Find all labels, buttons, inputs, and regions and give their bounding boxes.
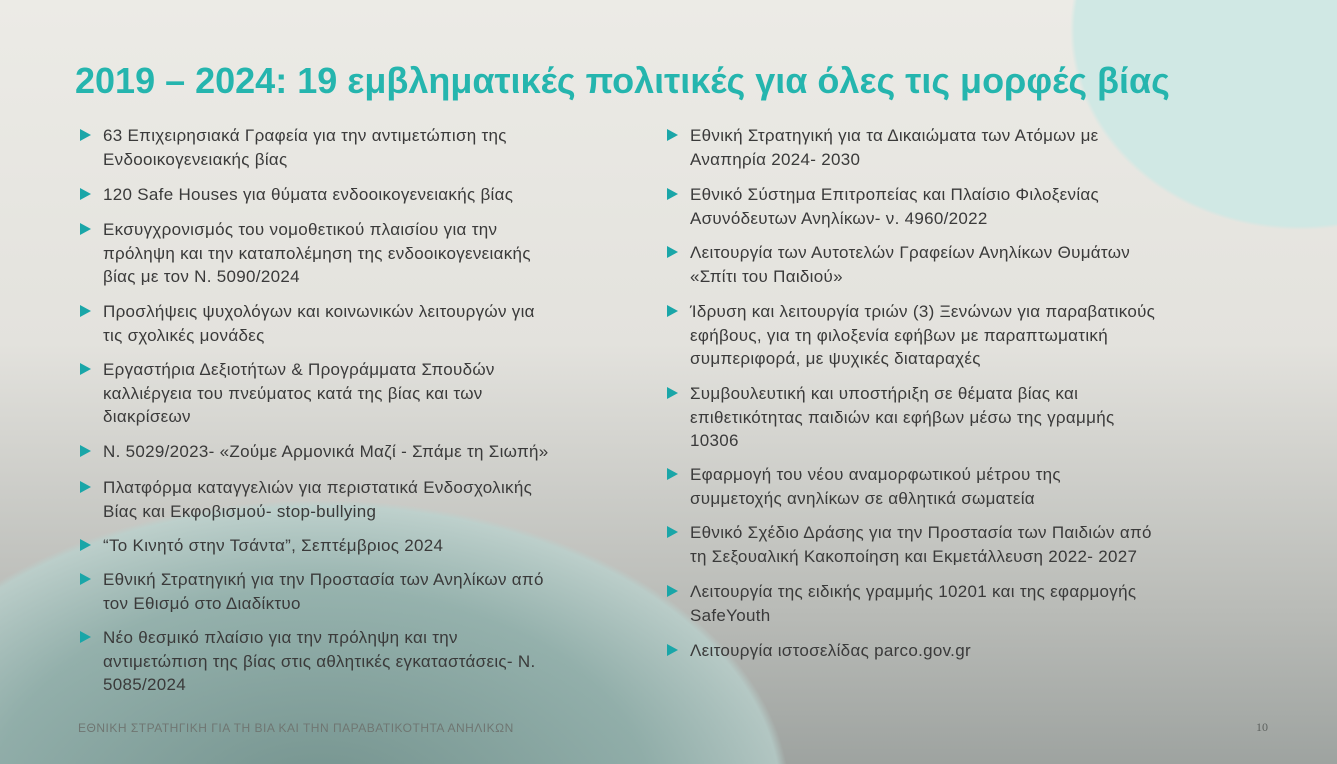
bullet-item-text: Εθνικό Σύστημα Επιτροπείας και Πλαίσιο Φιλοξενίας — [690, 185, 1100, 204]
slide-footer: ΕΘΝΙΚΗ ΣΤΡΑΤΗΓΙΚΗ ΓΙΑ ΤΗ ΒΙΑ ΚΑΙ ΤΗΝ ΠΑΡΑΒΑΤΙΚΟΤΗΤΑ ΑΝΗΛΙΚΩΝ — [78, 721, 514, 735]
bullet-item — [103, 358, 663, 429]
bullet-item — [103, 183, 663, 207]
slide-title: 2019 – 2024: 19 εμβληματικές πολιτικές για όλες τις μορφές βίας — [75, 60, 1170, 101]
triangle-bullet-icon — [80, 363, 91, 375]
bullet-item-text: 120 Safe Houses για θύματα ενδοοικογενειακής βίας — [103, 185, 514, 204]
bullet-item-text: βίας με τον Ν. 5090/2024 — [103, 267, 300, 286]
bullet-item — [690, 580, 1250, 627]
triangle-bullet-icon — [667, 387, 678, 399]
bullet-item — [690, 382, 1250, 453]
bullet-item-text: καλλιέργεια του πνεύματος κατά της βίας και των — [103, 383, 483, 403]
bullet-item-text: Εργαστήρια Δεξιοτήτων & Προγράμματα Σπουδών — [103, 360, 495, 379]
bullet-item-text: Εθνική Στρατηγική για τα Δικαιώματα των Ατόμων με — [690, 126, 1099, 145]
triangle-bullet-icon — [80, 445, 91, 457]
bullet-item-text: Πλατφόρμα καταγγελιών για περιστατικά Ενδοσχολικής — [103, 478, 533, 497]
bullet-item-text: συμπεριφορά, με ψυχικές διαταραχές — [690, 349, 981, 368]
bullet-item-text: Εθνικό Σχέδιο Δράσης για την Προστασία των Παιδιών από — [690, 523, 1152, 542]
triangle-bullet-icon — [667, 526, 678, 538]
bullet-item-text: Εκσυγχρονισμός του νομοθετικού πλαισίου για την — [103, 220, 498, 239]
bullet-item-text: SafeYouth — [690, 605, 771, 625]
bullet-item — [103, 218, 663, 289]
triangle-bullet-icon — [80, 305, 91, 317]
bullet-item — [690, 124, 1250, 171]
bullet-item — [103, 626, 663, 697]
bullet-item-text: «Σπίτι του Παιδιού» — [690, 266, 843, 286]
bullet-item — [103, 534, 663, 558]
bullet-item — [690, 241, 1250, 288]
bullet-item-text: 5085/2024 — [103, 675, 187, 694]
triangle-bullet-icon — [667, 246, 678, 258]
bullet-item — [103, 476, 663, 523]
bullet-item-text: Προσλήψεις ψυχολόγων και κοινωνικών λειτουργών για — [103, 302, 535, 321]
bullet-item-text: Εφαρμογή του νέου αναμορφωτικού μέτρου της — [690, 465, 1061, 484]
bullet-item-text: Ασυνόδευτων Ανηλίκων- ν. 4960/2022 — [690, 208, 988, 228]
bullet-item-text: 10306 — [690, 431, 739, 450]
triangle-bullet-icon — [80, 539, 91, 551]
triangle-bullet-icon — [80, 188, 91, 200]
triangle-bullet-icon — [667, 644, 678, 656]
bullet-item-text: Συμβουλευτική και υποστήριξη σε θέματα βίας και — [690, 384, 1079, 403]
triangle-bullet-icon — [80, 129, 91, 141]
triangle-bullet-icon — [667, 129, 678, 141]
triangle-bullet-icon — [80, 573, 91, 585]
page-number: 10 — [1256, 720, 1268, 734]
bullet-item-text: Ενδοοικογενειακής βίας — [103, 149, 288, 169]
bullet-item — [690, 183, 1250, 230]
triangle-bullet-icon — [667, 585, 678, 597]
bullet-item-text: τη Σεξουαλική Κακοποίηση και Εκμετάλλευση 2022- 2027 — [690, 546, 1138, 566]
triangle-bullet-icon — [667, 468, 678, 480]
bullet-item-text: “Το Κινητό στην Τσάντα”, Σεπτέμβριος 2024 — [103, 536, 444, 555]
bullet-item-text: Ν. 5029/2023- «Ζούμε Αρμονικά Μαζί - Σπάμε τη Σιωπή» — [103, 442, 549, 461]
triangle-bullet-icon — [667, 188, 678, 200]
bullet-item-text: διακρίσεων — [103, 407, 191, 426]
bullet-item-text: τον Εθισμό στο Διαδίκτυο — [103, 593, 301, 613]
bullet-item-text: Λειτουργία της ειδικής γραμμής 10201 και της εφαρμογής — [690, 582, 1137, 601]
bullet-item-text: Ίδρυση και λειτουργία τριών (3) Ξενώνων για παραβατικούς — [690, 302, 1156, 321]
bullet-item — [103, 124, 663, 171]
bullet-item-text: Νέο θεσμικό πλαίσιο για την πρόληψη και την — [103, 628, 458, 647]
triangle-bullet-icon — [80, 631, 91, 643]
bullet-item-text: τις σχολικές μονάδες — [103, 325, 265, 345]
bullet-item-text: συμμετοχής ανηλίκων σε αθλητικά σωματεία — [690, 488, 1035, 508]
bullet-item — [103, 300, 663, 347]
bullet-item — [690, 463, 1250, 510]
bullet-item-text: εφήβους, για τη φιλοξενία εφήβων με παραπτωματική — [690, 325, 1108, 345]
bullet-item — [103, 440, 663, 464]
triangle-bullet-icon — [80, 223, 91, 235]
bullet-item-text: Αναπηρία 2024- 2030 — [690, 149, 861, 169]
bullet-item-text: Λειτουργία ιστοσελίδας parco.gov.gr — [690, 641, 971, 660]
bullet-item-text: Εθνική Στρατηγική για την Προστασία των Ανηλίκων από — [103, 570, 544, 589]
bullet-item-text: αντιμετώπιση της βίας στις αθλητικές εγκαταστάσεις- Ν. — [103, 651, 536, 671]
triangle-bullet-icon — [667, 305, 678, 317]
bullet-item — [103, 568, 663, 615]
bullet-item-text: 63 Επιχειρησιακά Γραφεία για την αντιμετώπιση της — [103, 126, 507, 145]
bullet-item-text: Βίας και Εκφοβισμού- stop-bullying — [103, 501, 377, 521]
bullet-item — [690, 639, 1250, 663]
bullet-item-text: πρόληψη και την καταπολέμηση της ενδοοικογενειακής — [103, 243, 531, 263]
bullet-item — [690, 521, 1250, 568]
bullet-item — [690, 300, 1250, 371]
bullet-item-text: Λειτουργία των Αυτοτελών Γραφείων Ανηλίκων Θυμάτων — [690, 243, 1131, 262]
triangle-bullet-icon — [80, 481, 91, 493]
bullet-item-text: επιθετικότητας παιδιών και εφήβων μέσω της γραμμής — [690, 407, 1115, 427]
